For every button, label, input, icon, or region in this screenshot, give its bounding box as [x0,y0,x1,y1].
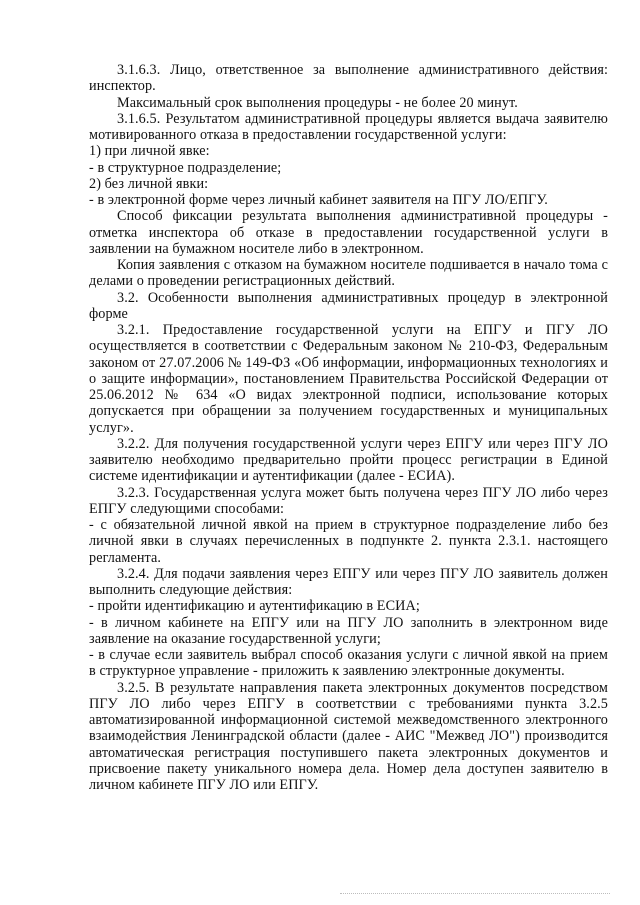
section-heading-3-2: 3.2. Особенности выполнения административных процедур в электронной форме [89,289,608,322]
paragraph-3-2-5: 3.2.5. В результате направления пакета электронных документов посредством ПГУ ЛО либо через ЕПГУ в соответствии с требованиями пункта 3.2.5 автоматизированной информационной системой межведомственного электронного взаимодействия Ленинградской области (далее - АИС "Межвед ЛО") производится автоматическая регистрация поступившего пакета электронных документов и присвоение пакету уникального номера дела. Номер дела доступен заявителю в личном кабинете ПГУ ЛО или ЕПГУ. [89,679,608,793]
paragraph-fixation-method: Способ фиксации результата выполнения административной процедуры - отметка инспектора об отказе в предоставлении государственной услуги в заявлении на бумажном носителе либо в электронном. [89,208,608,257]
document-body [89,62,608,793]
paragraph-3-1-6-5: 3.1.6.5. Результатом административной процедуры является выдача заявителю мотивированного отказа в предоставлении государственной услуги: [89,110,608,143]
paragraph-3-2-1: 3.2.1. Предоставление государственной услуги на ЕПГУ и ПГУ ЛО осуществляется в соответствии с Федеральным законом № 210-ФЗ, Федеральным законом от 27.07.2006 № 149-ФЗ «Об информации, информационных технологиях и о защите информации», постановлением Правительства Российской Федерации от 25.06.2012 № 634 «О видах электронной подписи, использование которых допускается при обращении за получением государственных и муниципальных услуг». [89,322,608,436]
paragraph-3-2-4: 3.2.4. Для подачи заявления через ЕПГУ или через ПГУ ЛО заявитель должен выполнить следующие действия: [89,565,608,598]
list-item-structural-unit: - в структурное подразделение; [89,159,282,176]
paragraph-3-2-3: 3.2.3. Государственная услуга может быть получена через ПГУ ЛО либо через ЕПГУ следующими способами: [89,484,608,517]
paragraph-max-time: Максимальный срок выполнения процедуры - не более 20 минут. [117,94,518,111]
list-item-electronic-form: - в электронной форме через личный кабинет заявителя на ПГУ ЛО/ЕПГУ. [89,192,548,208]
paragraph-3-2-2: 3.2.2. Для получения государственной услуги через ЕПГУ или через ПГУ ЛО заявителю необходимо предварительно пройти процесс регистрации в Единой системе идентификации и аутентификации (далее - ЕСИА). [89,435,608,485]
list-item-personal-visit: 1) при личной явке: [89,143,210,160]
list-item-esia-auth: - пройти идентификацию и аутентификацию в ЕСИА; [89,598,420,615]
paragraph-3-1-6-3: 3.1.6.3. Лицо, ответственное за выполнение административного действия: инспектор. [89,62,608,95]
list-item-mandatory-visit: - с обязательной личной явкой на прием в структурное подразделение либо без личной явки в случаях перечисленных в подпункте 2. пункта 2.3.1. настоящего регламента. [89,517,608,566]
paragraph-copy-of-application: Копия заявления с отказом на бумажном носителе подшивается в начало тома с делами о проведении регистрационных действий. [89,257,608,290]
list-item-fill-application: - в личном кабинете на ЕПГУ или на ПГУ ЛО заполнить в электронном виде заявление на оказание государственной услуги; [89,614,608,647]
list-item-attach-documents: - в случае если заявитель выбрал способ оказания услуги с личной явкой на прием в структурное управление - приложить к заявлению электронные документы. [89,647,608,680]
footer-dotted-rule [340,893,610,894]
list-item-no-visit: 2) без личной явки: [89,175,209,192]
